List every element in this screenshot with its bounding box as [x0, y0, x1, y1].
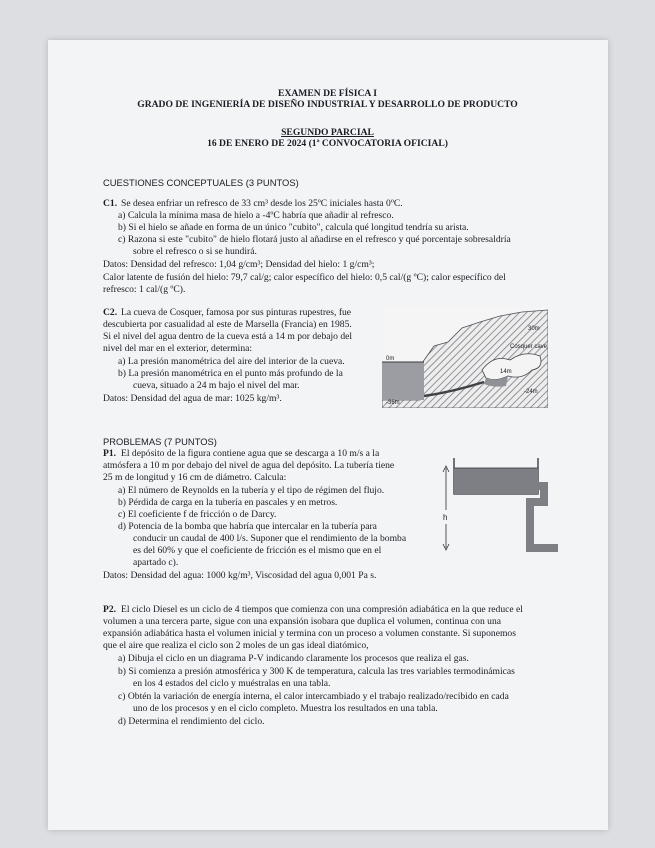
cave-label-0m: 0m [386, 356, 395, 362]
p2-item-c-cont: uno de los procesos y en el ciclo completo. Muestra los resultados en una tabla. [133, 703, 438, 714]
c2-line-1: La cueva de Cosquer, famosa por sus pinturas rupestres, fue [121, 307, 352, 318]
c2-item-b-cont: cueva, situado a 24 m bajo el nivel del mar. [133, 380, 300, 391]
p2-line-4: que el aire que realiza el ciclo son 2 moles de un gas ideal diatómico, [103, 640, 369, 651]
c1-data-1: Datos: Densidad del refresco: 1,04 g/cm³; Densidad del hielo: 1 g/cm³; [103, 259, 375, 270]
cave-label-14m: 14m [500, 369, 512, 375]
p2-line-2: volumen a una tercera parte, sigue con una expansión isobara que duplica el volumen, continua con una [103, 616, 502, 627]
c2-line-2: descubierta por casualidad al este de Marsella (Francia) en 1985. [103, 319, 352, 330]
c1-item-a: a) Calcula la mínima masa de hielo a -4ºC habría que añadir al refresco. [118, 210, 394, 221]
degree-title: GRADO DE INGENIERÍA DE DISEÑO INDUSTRIAL Y DESARROLLO DE PRODUCTO [137, 99, 518, 110]
cave-label-name: Cosquer cave [510, 344, 548, 350]
p1-item-d: d) Potencia de la bomba que habría que intercalar en la tubería para [118, 521, 377, 532]
c2-line-3: Si el nivel del agua dentro de la cueva está a 14 m por debajo del [103, 331, 353, 342]
c2-data: Datos: Densidad del agua de mar: 1025 kg/m³. [103, 393, 282, 404]
p1-line-2: atmósfera a 10 m por debajo del nivel de agua del depósito. La tubería tiene [103, 460, 395, 471]
p2-line-1: El ciclo Diesel es un ciclo de 4 tiempos que comienza con una compresión adiabática en la que reduce el [121, 604, 523, 615]
c1-data-2: Calor latente de fusión del hielo: 79,7 cal/g; calor específico del hielo: 0,5 cal/(g ºC); calor específico del [103, 272, 506, 283]
cave-label-36m: -36m [386, 400, 400, 406]
p1-label: P1. [103, 448, 117, 459]
p2-item-b: b) Si comienza a presión atmosférica y 300 K de temperatura, calcula las tres variables termodinámicas [118, 666, 515, 677]
p2-item-a: a) Dibuja el ciclo en un diagrama P-V indicando claramente los procesos que realiza el gas. [118, 653, 469, 664]
exam-date: 16 DE ENERO DE 2024 (1ª CONVOCATORIA OFICIAL) [207, 138, 448, 149]
p1-item-d-cont-3: apartado c). [133, 557, 179, 568]
c1-data-3: refresco: 1 cal/(g ºC). [103, 284, 186, 295]
c1-intro: Se desea enfriar un refresco de 33 cm³ desde los 25ºC iniciales hasta 0ºC. [121, 198, 403, 209]
p1-line-3: 25 m de longitud y 16 cm de diámetro. Calcula: [103, 472, 287, 483]
p2-line-3: expansión adiabática hasta el volumen inicial y termina con un proceso a volumen constante. Si suponemos [103, 628, 516, 639]
p2-item-d: d) Determina el rendimiento del ciclo. [118, 716, 265, 727]
partial-title: SEGUNDO PARCIAL [281, 127, 374, 138]
exam-title: EXAMEN DE FÍSICA I [278, 88, 377, 99]
section-heading-problemas: PROBLEMAS (7 PUNTOS) [103, 436, 217, 447]
p1-data: Datos: Densidad del agua: 1000 kg/m³, Viscosidad del agua 0,001 Pa s. [103, 570, 377, 581]
p2-item-c: c) Obtén la variación de energía interna, el calor intercambiado y el trabajo realizado/recibido en cada [118, 691, 509, 702]
cosquer-cave-figure [382, 308, 548, 408]
p1-item-d-cont-1: conducir un caudal de 400 l/s. Suponer que el rendimiento de la bomba [133, 533, 407, 544]
cave-label-24m: -24m [524, 389, 538, 395]
tank-figure [440, 444, 570, 556]
c1-item-b: b) Si el hielo se añade en forma de un único "cubito", calcula qué longitud tendría su arista. [118, 222, 469, 233]
height-label-h: h [443, 513, 448, 522]
c2-label: C2. [103, 307, 118, 318]
p1-item-b: b) Pérdida de carga en la tubería en pascales y en metros. [118, 497, 338, 508]
c2-line-4: nivel del mar en el exterior, determina: [103, 343, 253, 354]
c2-item-b: b) La presión manométrica en el punto más profundo de la [118, 368, 343, 379]
p1-item-d-cont-2: es del 60% y que el coeficiente de fricción es el mismo que en el [133, 545, 382, 556]
p1-item-c: c) El coeficiente f de fricción o de Darcy. [118, 509, 277, 520]
c1-label: C1. [103, 198, 118, 209]
p1-line-1: El depósito de la figura contiene agua que se descarga a 10 m/s a la [121, 448, 380, 459]
c1-item-c: c) Razona si este "cubito" de hielo flotará justo al añadirse en el refresco y qué porcentaje sobresaldría [118, 234, 511, 245]
c2-item-a: a) La presión manométrica del aire del interior de la cueva. [118, 356, 345, 367]
c1-item-c-cont: sobre el refresco o si se hundirá. [133, 246, 257, 257]
p2-label: P2. [103, 604, 117, 615]
section-heading-cuestiones: CUESTIONES CONCEPTUALES (3 PUNTOS) [103, 177, 299, 188]
p1-item-a: a) El número de Reynolds en la tubería y el tipo de régimen del flujo. [118, 485, 385, 496]
p2-item-b-cont: en los 4 estados del ciclo y muéstralas en una tabla. [133, 678, 331, 689]
cave-label-30m: 30m [528, 326, 540, 332]
